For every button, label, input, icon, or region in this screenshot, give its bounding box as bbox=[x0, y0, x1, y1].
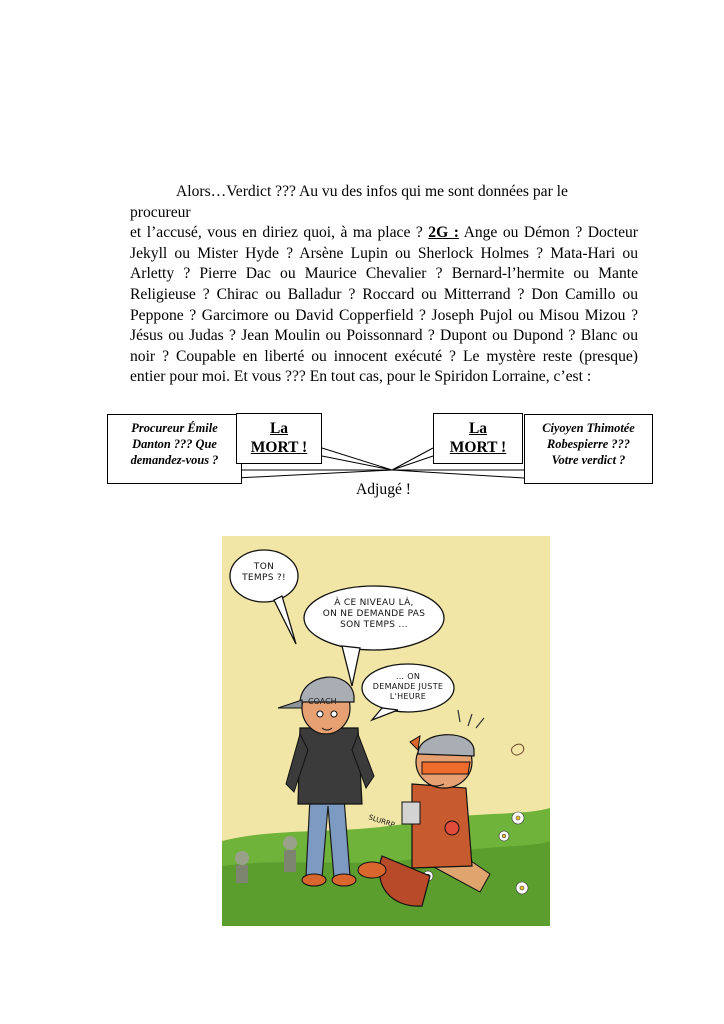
bubble3-line-2: DEMANDE JUSTE bbox=[372, 682, 444, 691]
bubble-niveau bbox=[308, 598, 440, 631]
verdict-left-line-1: La bbox=[269, 420, 289, 437]
bubble3-line-1: ... ON bbox=[395, 672, 421, 681]
verdict-left-line-2: MORT ! bbox=[250, 439, 308, 456]
citoyen-line-2: Robespierre ??? bbox=[547, 437, 630, 451]
bubble2-line-2: ON NE DEMANDE PAS bbox=[322, 609, 426, 619]
citoyen-line-3: Votre verdict ? bbox=[551, 453, 626, 467]
bubble-heure bbox=[364, 672, 452, 702]
paragraph-line-3: et l’accusé, vous en diriez quoi, à ma place ? bbox=[130, 224, 423, 242]
comic-illustration bbox=[222, 536, 550, 926]
verdict-right-box bbox=[433, 413, 523, 464]
procureur-line-2: Danton ??? Que bbox=[132, 437, 217, 451]
bubble3-line-3: L'HEURE bbox=[389, 692, 427, 701]
slurrp-sfx: SLURRP bbox=[367, 813, 396, 830]
bubble2-line-3: SON TEMPS ... bbox=[340, 620, 408, 630]
paragraph-body: Ange ou Démon ? Docteur Jekyll ou Mister Hyde ? Arsène Lupin ou Sherlock Holmes ? Mata-Hari ou Arletty ? Pierre Dac ou Maurice Chevalier ? Bernard-l’hermite ou Mante Religieuse ? Chirac ou Balladur ? Roccard ou Mitterrand ? Don Camillo ou Peppone ? Garcimore ou David Copperfield ? Joseph Pujol ou Misou Mizou ? Jésus ou Judas ? Jean Moulin ou Poissonnard ? Dupont ou Dupond ? Blanc ou noir ? Coupable en liberté ou innocent exécuté ? Le mystère reste (presque) entier pour moi. Et vous ??? En tout cas, pour le Spiridon Lorraine, c’est : bbox=[130, 224, 638, 386]
comic-drawing bbox=[222, 536, 550, 926]
paragraph-line-1: Alors…Verdict ??? Au vu des infos qui me sont données par le bbox=[176, 183, 568, 200]
bubble-ton-temps bbox=[236, 562, 292, 584]
verdict-right-line-1: La bbox=[468, 420, 488, 437]
citoyen-box bbox=[524, 414, 653, 484]
procureur-line-3: demandez-vous ? bbox=[130, 453, 219, 467]
bubble1-line-2: TEMPS ?! bbox=[242, 573, 286, 583]
paragraph-keyword: 2G : bbox=[428, 224, 459, 242]
bubble2-line-1: À CE NIVEAU LÀ, bbox=[334, 598, 414, 608]
procureur-line-1: Procureur Émile bbox=[131, 421, 218, 435]
procureur-box bbox=[107, 414, 242, 484]
adjuge-text: Adjugé ! bbox=[356, 481, 411, 498]
verdict-left-box bbox=[236, 413, 322, 464]
paragraph-line-2: procureur bbox=[130, 203, 191, 221]
verdict-right-line-2: MORT ! bbox=[449, 439, 507, 456]
bubble1-line-1: TON bbox=[253, 562, 275, 572]
citoyen-line-1: Ciyoyen Thimotée bbox=[542, 421, 635, 435]
cap-coach-text: COACH bbox=[308, 697, 337, 706]
